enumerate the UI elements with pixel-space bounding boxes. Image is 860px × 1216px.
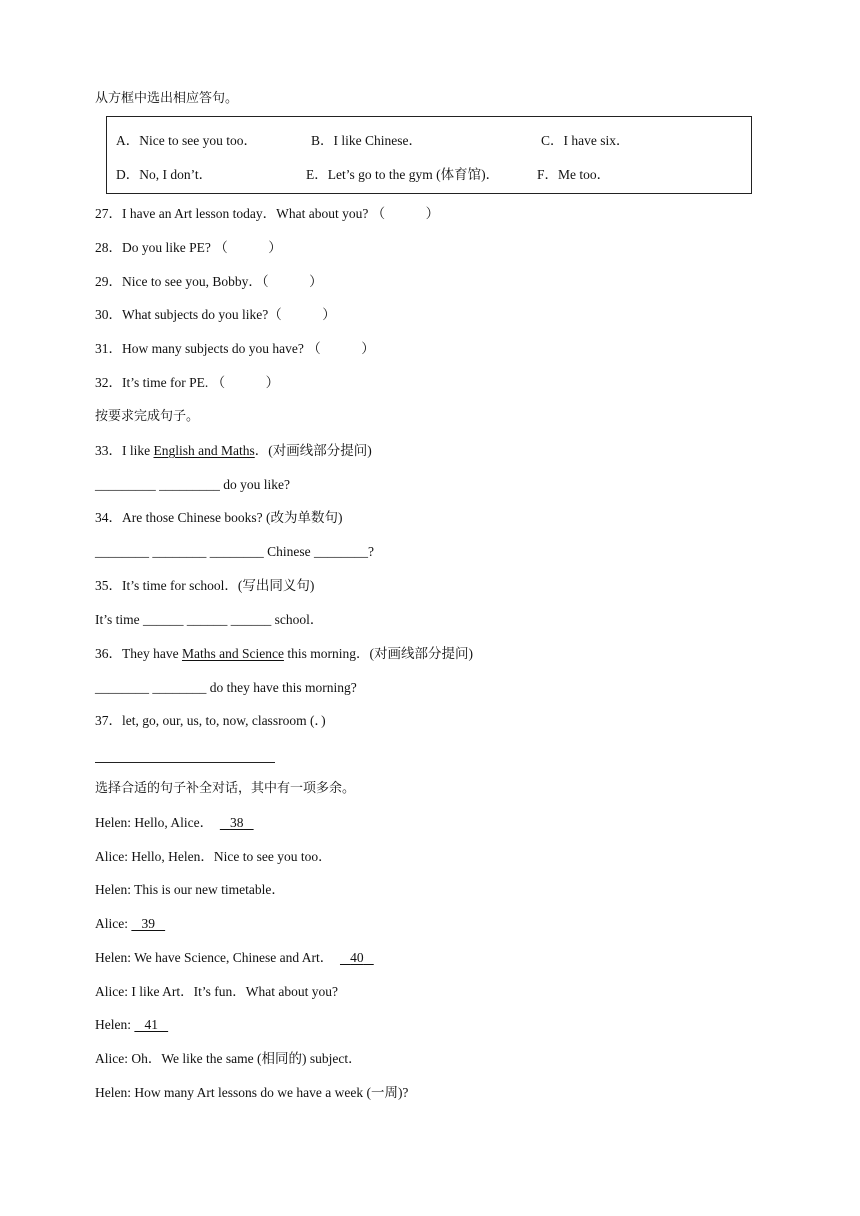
q36-post: this morning．(对画线部分提问)	[283, 646, 473, 661]
answer-34: ________ ________ ________ Chinese ________?	[95, 544, 374, 559]
dialogue-text: I like Art．It’s fun．What about you?	[131, 984, 338, 999]
dialogue-line-7	[95, 1016, 168, 1034]
dialogue-line-4	[95, 915, 165, 933]
speaker: Helen:	[95, 1085, 135, 1100]
dialogue-text: Oh．We like the same (相同的) subject．	[131, 1051, 362, 1066]
speaker: Alice:	[95, 1051, 132, 1066]
speaker: Alice:	[95, 984, 132, 999]
q33-post: ．(对画线部分提问)	[254, 443, 372, 458]
q36-pre: 36．They have	[95, 646, 182, 661]
dialogue-text: We have Science, Chinese and Art．	[134, 950, 334, 965]
q33-underlined: English and Maths	[153, 443, 255, 458]
dialogue-line-2	[95, 848, 332, 866]
answer-33: _________ _________ do you like?	[95, 477, 290, 492]
dialogue-line-1	[95, 814, 254, 832]
dialogue-text: Hello, Alice．	[134, 815, 214, 830]
question-31: 31．How many subjects do you have? （ ）	[95, 341, 375, 356]
question-29: 29．Nice to see you, Bobby．（ ）	[95, 274, 323, 289]
question-37: 37．let, go, our, us, to, now, classroom (．)	[95, 713, 326, 728]
blank-41: 41	[144, 1017, 158, 1032]
question-34: 34．Are those Chinese books? (改为单数句)	[95, 510, 343, 525]
speaker: Helen:	[95, 1017, 135, 1032]
speaker: Helen:	[95, 950, 135, 965]
dialogue-line-6	[95, 983, 338, 1001]
dialogue-line-9	[95, 1084, 408, 1102]
question-27: 27．I have an Art lesson today．What about you? （ ）	[95, 206, 440, 221]
question-32: 32．It’s time for PE. （ ）	[95, 375, 280, 390]
question-28: 28．Do you like PE? （ ）	[95, 240, 282, 255]
section3-title: 选择合适的句子补全对话，其中有一项多余。	[95, 781, 356, 796]
speaker: Alice:	[95, 916, 132, 931]
speaker: Helen:	[95, 882, 135, 897]
q36-underlined: Maths and Science	[181, 646, 284, 661]
question-33	[95, 442, 372, 460]
blank-40: 40	[350, 950, 364, 965]
option-e: E．Let’s go to the gym (体育馆)．	[306, 167, 500, 182]
question-35: 35．It’s time for school．(写出同义句)	[95, 578, 315, 593]
dialogue-text: How many Art lessons do we have a week (一周)?	[134, 1085, 409, 1100]
option-d: D．No, I don’t．	[116, 167, 213, 182]
option-a: A．Nice to see you too．	[116, 133, 257, 148]
options-box	[106, 116, 752, 194]
answer-36: ________ ________ do they have this morning?	[95, 680, 357, 695]
section2-title: 按要求完成句子。	[95, 409, 200, 424]
option-b: B．I like Chinese．	[311, 133, 422, 148]
answer-35: It’s time ______ ______ ______ school．	[95, 612, 324, 627]
q33-pre: 33．I like	[95, 443, 154, 458]
dialogue-line-8	[95, 1050, 362, 1068]
speaker: Helen:	[95, 815, 135, 830]
dialogue-text: Hello, Helen．Nice to see you too．	[131, 849, 332, 864]
section1-title: 从方框中选出相应答句。	[95, 91, 239, 106]
option-f: F．Me too．	[537, 167, 611, 182]
dialogue-text: This is our new timetable．	[134, 882, 285, 897]
speaker: Alice:	[95, 849, 132, 864]
dialogue-line-3	[95, 881, 285, 899]
dialogue-line-5	[95, 949, 374, 967]
blank-39: 39	[141, 916, 155, 931]
option-c: C．I have six．	[541, 133, 630, 148]
question-30: 30．What subjects do you like?（ ）	[95, 307, 336, 322]
answer-37-line	[95, 762, 275, 763]
question-36	[95, 645, 473, 663]
blank-38: 38	[229, 815, 244, 830]
